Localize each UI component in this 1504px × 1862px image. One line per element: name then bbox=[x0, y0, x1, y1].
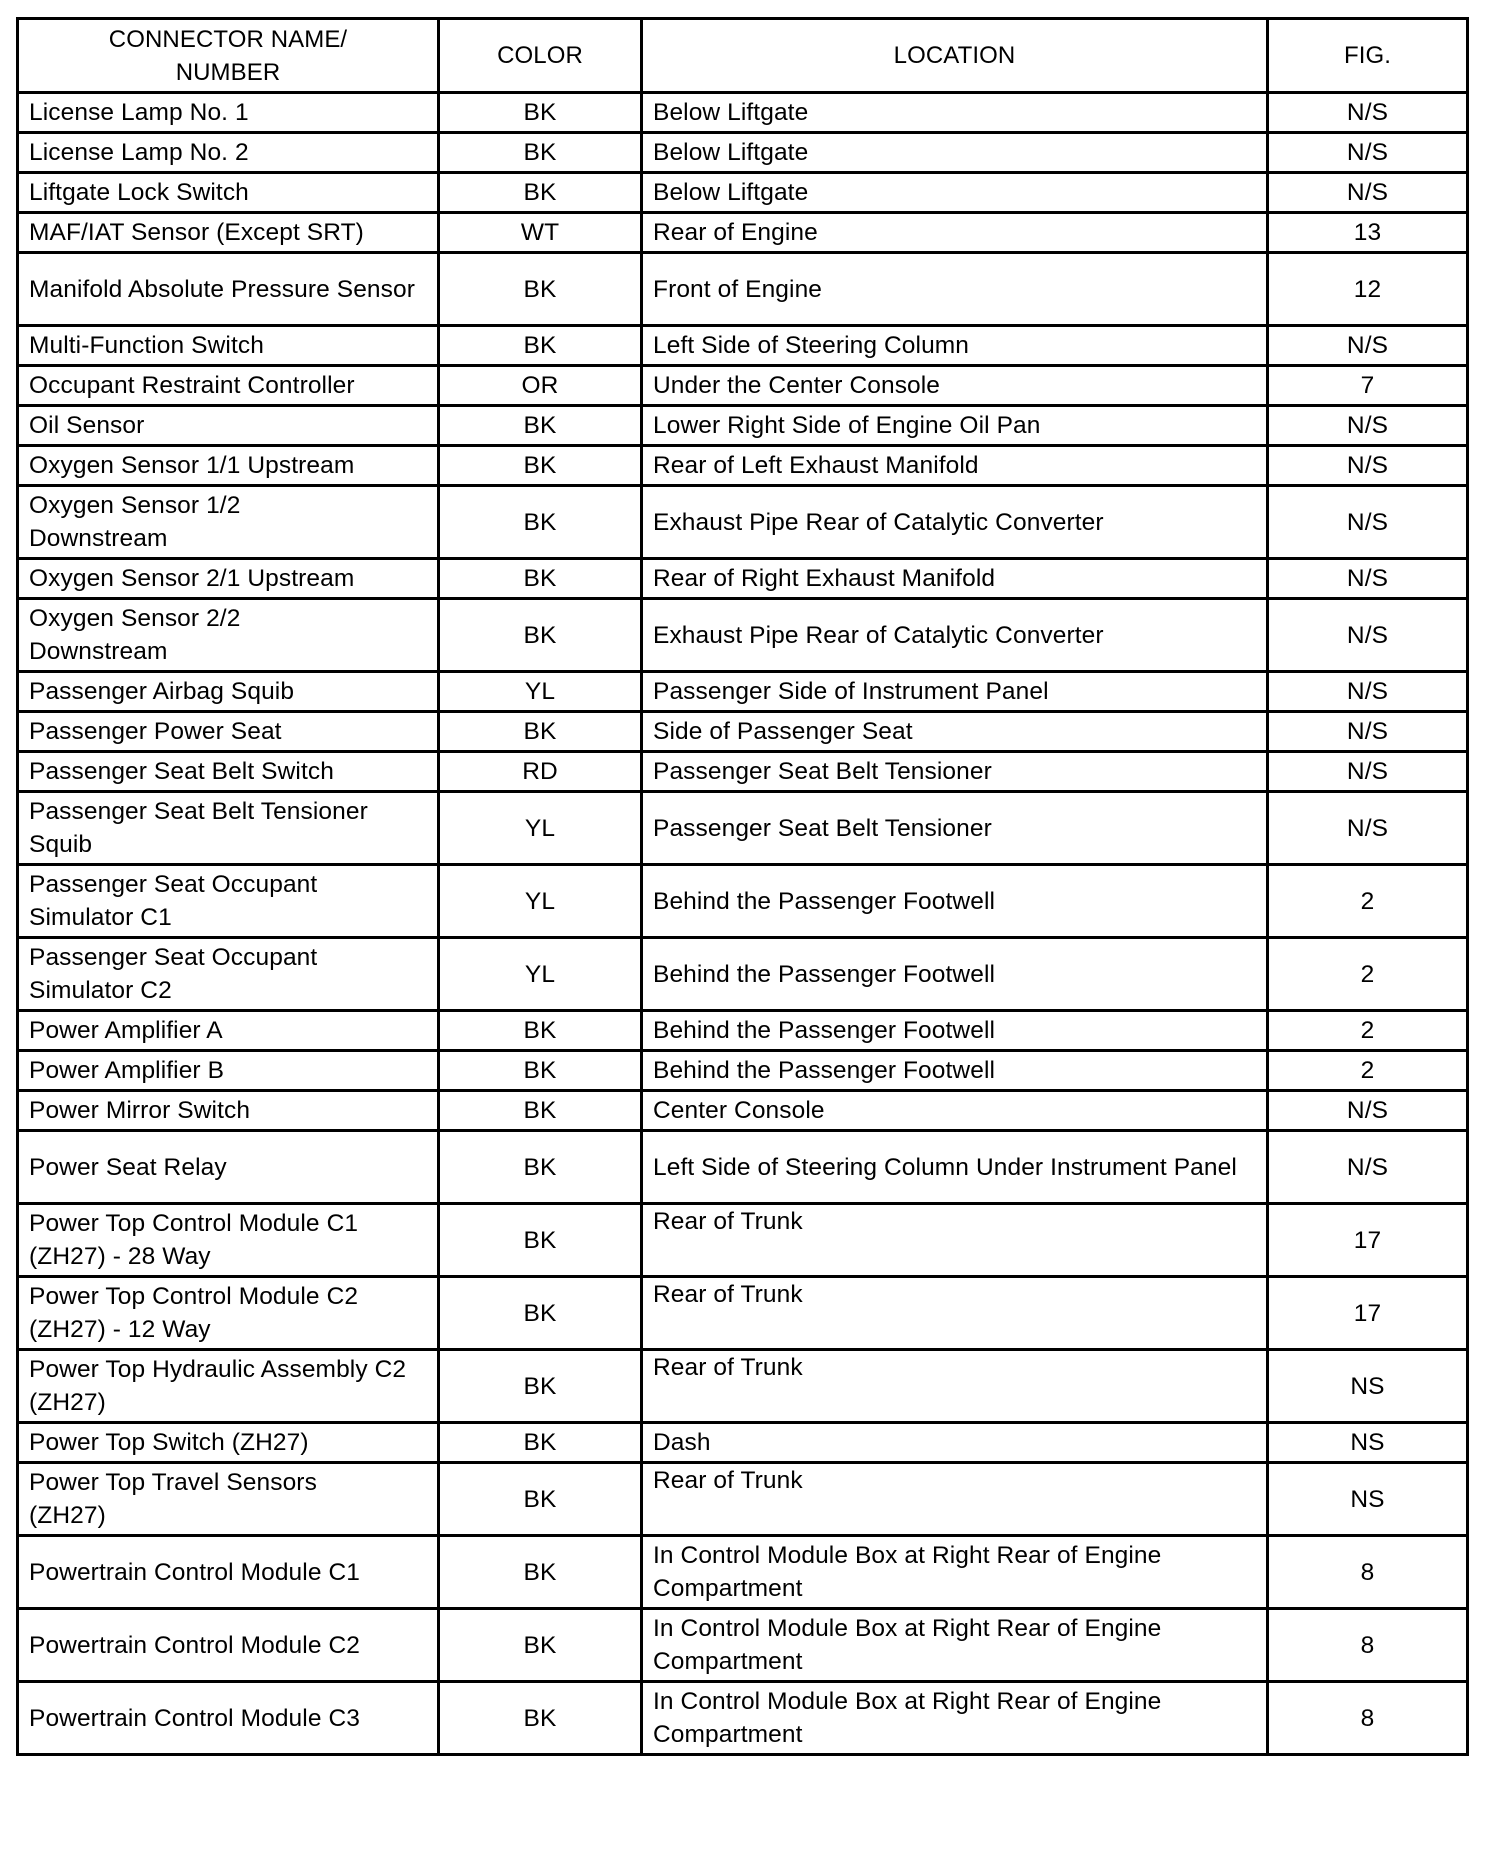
connector-name-cell: Occupant Restraint Controller bbox=[18, 366, 439, 406]
color-cell: RD bbox=[439, 752, 642, 792]
fig-cell: 8 bbox=[1268, 1682, 1468, 1755]
connector-name-cell: Power Top Switch (ZH27) bbox=[18, 1423, 439, 1463]
fig-cell: N/S bbox=[1268, 672, 1468, 712]
fig-cell: N/S bbox=[1268, 1131, 1468, 1204]
fig-cell: NS bbox=[1268, 1463, 1468, 1536]
color-cell: WT bbox=[439, 213, 642, 253]
fig-cell: N/S bbox=[1268, 599, 1468, 672]
location-cell: Passenger Side of Instrument Panel bbox=[642, 672, 1268, 712]
location-cell: Rear of Trunk bbox=[642, 1204, 1268, 1277]
connector-name-cell: Multi-Function Switch bbox=[18, 326, 439, 366]
color-cell: BK bbox=[439, 173, 642, 213]
table-row bbox=[18, 1204, 1468, 1277]
connector-name-cell: Oxygen Sensor 2/1 Upstream bbox=[18, 559, 439, 599]
table-row bbox=[18, 366, 1468, 406]
table-row bbox=[18, 938, 1468, 1011]
connector-name-cell: Power Top Control Module C2 (ZH27) - 12 Way bbox=[18, 1277, 439, 1350]
location-cell: Center Console bbox=[642, 1091, 1268, 1131]
connector-name-cell: Passenger Airbag Squib bbox=[18, 672, 439, 712]
color-cell: BK bbox=[439, 326, 642, 366]
table-row bbox=[18, 752, 1468, 792]
connector-name-cell: MAF/IAT Sensor (Except SRT) bbox=[18, 213, 439, 253]
fig-cell: 13 bbox=[1268, 213, 1468, 253]
fig-cell: N/S bbox=[1268, 326, 1468, 366]
table-row bbox=[18, 93, 1468, 133]
color-cell: BK bbox=[439, 1011, 642, 1051]
color-cell: BK bbox=[439, 486, 642, 559]
fig-cell: N/S bbox=[1268, 173, 1468, 213]
table-row bbox=[18, 1423, 1468, 1463]
connector-name-cell: Power Top Travel Sensors (ZH27) bbox=[18, 1463, 439, 1536]
connector-name-cell: Power Top Control Module C1 (ZH27) - 28 Way bbox=[18, 1204, 439, 1277]
fig-cell: 2 bbox=[1268, 865, 1468, 938]
connector-name-cell: License Lamp No. 1 bbox=[18, 93, 439, 133]
table-row bbox=[18, 1011, 1468, 1051]
table-row bbox=[18, 1131, 1468, 1204]
color-cell: BK bbox=[439, 1350, 642, 1423]
table-row bbox=[18, 559, 1468, 599]
connector-name-cell: Passenger Seat Occupant Simulator C1 bbox=[18, 865, 439, 938]
fig-cell: 12 bbox=[1268, 253, 1468, 326]
connector-name-cell: Passenger Power Seat bbox=[18, 712, 439, 752]
fig-cell: N/S bbox=[1268, 792, 1468, 865]
color-cell: BK bbox=[439, 446, 642, 486]
color-cell: BK bbox=[439, 712, 642, 752]
fig-cell: N/S bbox=[1268, 712, 1468, 752]
header-fig: FIG. bbox=[1268, 19, 1468, 93]
location-cell: Below Liftgate bbox=[642, 133, 1268, 173]
fig-cell: 8 bbox=[1268, 1609, 1468, 1682]
location-cell: Rear of Right Exhaust Manifold bbox=[642, 559, 1268, 599]
location-cell: Behind the Passenger Footwell bbox=[642, 865, 1268, 938]
table-row bbox=[18, 865, 1468, 938]
table-row bbox=[18, 672, 1468, 712]
table-row bbox=[18, 446, 1468, 486]
location-cell: Passenger Seat Belt Tensioner bbox=[642, 752, 1268, 792]
fig-cell: NS bbox=[1268, 1350, 1468, 1423]
connector-name-cell: Power Amplifier B bbox=[18, 1051, 439, 1091]
table-row bbox=[18, 213, 1468, 253]
header-color: COLOR bbox=[439, 19, 642, 93]
color-cell: BK bbox=[439, 1131, 642, 1204]
color-cell: BK bbox=[439, 406, 642, 446]
location-cell: Below Liftgate bbox=[642, 93, 1268, 133]
fig-cell: N/S bbox=[1268, 752, 1468, 792]
fig-cell: N/S bbox=[1268, 446, 1468, 486]
fig-cell: 2 bbox=[1268, 1011, 1468, 1051]
connector-name-cell: Powertrain Control Module C3 bbox=[18, 1682, 439, 1755]
connector-name-cell: Powertrain Control Module C1 bbox=[18, 1536, 439, 1609]
fig-cell: N/S bbox=[1268, 133, 1468, 173]
location-cell: Front of Engine bbox=[642, 253, 1268, 326]
connector-name-cell: Oxygen Sensor 1/1 Upstream bbox=[18, 446, 439, 486]
connector-name-cell: Power Amplifier A bbox=[18, 1011, 439, 1051]
color-cell: BK bbox=[439, 253, 642, 326]
connector-name-cell: Passenger Seat Belt Switch bbox=[18, 752, 439, 792]
table-row bbox=[18, 712, 1468, 752]
color-cell: YL bbox=[439, 672, 642, 712]
connector-name-cell: Power Top Hydraulic Assembly C2 (ZH27) bbox=[18, 1350, 439, 1423]
table-row bbox=[18, 173, 1468, 213]
connector-name-cell: Oil Sensor bbox=[18, 406, 439, 446]
table-row bbox=[18, 1277, 1468, 1350]
color-cell: OR bbox=[439, 366, 642, 406]
table-row bbox=[18, 792, 1468, 865]
color-cell: BK bbox=[439, 1277, 642, 1350]
fig-cell: N/S bbox=[1268, 1091, 1468, 1131]
location-cell: Below Liftgate bbox=[642, 173, 1268, 213]
table-row bbox=[18, 326, 1468, 366]
fig-cell: N/S bbox=[1268, 93, 1468, 133]
location-cell: Under the Center Console bbox=[642, 366, 1268, 406]
color-cell: BK bbox=[439, 1204, 642, 1277]
connector-name-cell: Oxygen Sensor 2/2 Downstream bbox=[18, 599, 439, 672]
connector-name-cell: Liftgate Lock Switch bbox=[18, 173, 439, 213]
table-header-row bbox=[18, 19, 1468, 93]
table-row bbox=[18, 1350, 1468, 1423]
connector-name-cell: License Lamp No. 2 bbox=[18, 133, 439, 173]
fig-cell: NS bbox=[1268, 1423, 1468, 1463]
fig-cell: N/S bbox=[1268, 559, 1468, 599]
table-row bbox=[18, 599, 1468, 672]
color-cell: BK bbox=[439, 1463, 642, 1536]
table-row bbox=[18, 1463, 1468, 1536]
header-location: LOCATION bbox=[642, 19, 1268, 93]
color-cell: YL bbox=[439, 792, 642, 865]
location-cell: Rear of Trunk bbox=[642, 1277, 1268, 1350]
table-row bbox=[18, 133, 1468, 173]
fig-cell: N/S bbox=[1268, 486, 1468, 559]
header-connector-name: CONNECTOR NAME/ NUMBER bbox=[18, 19, 439, 93]
location-cell: Dash bbox=[642, 1423, 1268, 1463]
location-cell: Side of Passenger Seat bbox=[642, 712, 1268, 752]
location-cell: Lower Right Side of Engine Oil Pan bbox=[642, 406, 1268, 446]
fig-cell: 2 bbox=[1268, 938, 1468, 1011]
table-row bbox=[18, 1091, 1468, 1131]
table-row bbox=[18, 486, 1468, 559]
color-cell: BK bbox=[439, 93, 642, 133]
table-row bbox=[18, 1682, 1468, 1755]
location-cell: In Control Module Box at Right Rear of Engine Compartment bbox=[642, 1609, 1268, 1682]
color-cell: BK bbox=[439, 1536, 642, 1609]
fig-cell: N/S bbox=[1268, 406, 1468, 446]
location-cell: Behind the Passenger Footwell bbox=[642, 938, 1268, 1011]
connector-name-cell: Powertrain Control Module C2 bbox=[18, 1609, 439, 1682]
table-row bbox=[18, 406, 1468, 446]
fig-cell: 17 bbox=[1268, 1204, 1468, 1277]
color-cell: BK bbox=[439, 599, 642, 672]
table-row bbox=[18, 1051, 1468, 1091]
location-cell: Rear of Trunk bbox=[642, 1463, 1268, 1536]
table-row bbox=[18, 1536, 1468, 1609]
connector-name-cell: Power Mirror Switch bbox=[18, 1091, 439, 1131]
location-cell: Behind the Passenger Footwell bbox=[642, 1011, 1268, 1051]
table-row bbox=[18, 1609, 1468, 1682]
connector-table bbox=[16, 17, 1469, 1756]
fig-cell: 2 bbox=[1268, 1051, 1468, 1091]
location-cell: In Control Module Box at Right Rear of Engine Compartment bbox=[642, 1682, 1268, 1755]
location-cell: Passenger Seat Belt Tensioner bbox=[642, 792, 1268, 865]
color-cell: BK bbox=[439, 1682, 642, 1755]
location-cell: Left Side of Steering Column Under Instrument Panel bbox=[642, 1131, 1268, 1204]
connector-name-cell: Passenger Seat Occupant Simulator C2 bbox=[18, 938, 439, 1011]
color-cell: BK bbox=[439, 1091, 642, 1131]
color-cell: BK bbox=[439, 1423, 642, 1463]
location-cell: In Control Module Box at Right Rear of Engine Compartment bbox=[642, 1536, 1268, 1609]
location-cell: Exhaust Pipe Rear of Catalytic Converter bbox=[642, 486, 1268, 559]
connector-name-cell: Manifold Absolute Pressure Sensor bbox=[18, 253, 439, 326]
fig-cell: 17 bbox=[1268, 1277, 1468, 1350]
location-cell: Left Side of Steering Column bbox=[642, 326, 1268, 366]
fig-cell: 8 bbox=[1268, 1536, 1468, 1609]
connector-name-cell: Power Seat Relay bbox=[18, 1131, 439, 1204]
connector-name-cell: Oxygen Sensor 1/2 Downstream bbox=[18, 486, 439, 559]
location-cell: Rear of Engine bbox=[642, 213, 1268, 253]
table-row bbox=[18, 253, 1468, 326]
color-cell: BK bbox=[439, 1609, 642, 1682]
fig-cell: 7 bbox=[1268, 366, 1468, 406]
color-cell: YL bbox=[439, 938, 642, 1011]
color-cell: YL bbox=[439, 865, 642, 938]
location-cell: Rear of Trunk bbox=[642, 1350, 1268, 1423]
location-cell: Exhaust Pipe Rear of Catalytic Converter bbox=[642, 599, 1268, 672]
connector-name-cell: Passenger Seat Belt Tensioner Squib bbox=[18, 792, 439, 865]
location-cell: Rear of Left Exhaust Manifold bbox=[642, 446, 1268, 486]
location-cell: Behind the Passenger Footwell bbox=[642, 1051, 1268, 1091]
color-cell: BK bbox=[439, 1051, 642, 1091]
color-cell: BK bbox=[439, 133, 642, 173]
color-cell: BK bbox=[439, 559, 642, 599]
